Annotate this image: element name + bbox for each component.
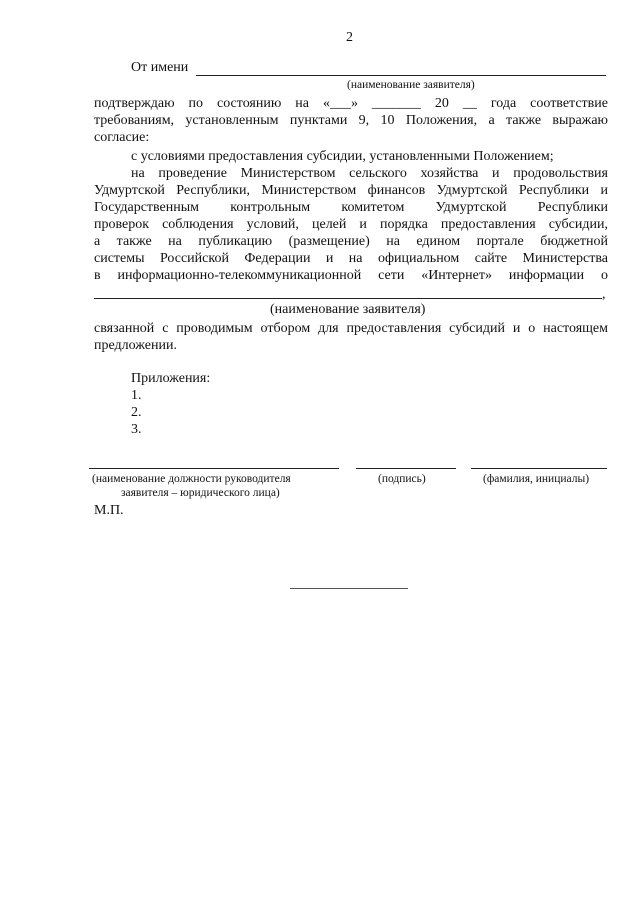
trailing-comma: ,: [602, 287, 606, 302]
paragraph-end-line1: связанной с проводимым отбором для предоставления субсидий и о настоящем: [94, 321, 608, 336]
paragraph-end-line2: предложении.: [94, 338, 177, 353]
stamp-label: М.П.: [94, 503, 124, 518]
paragraph1-line3: согласие:: [94, 130, 150, 145]
closing-divider: [290, 588, 408, 589]
paragraph1-line2: требованиям, установленным пунктами 9, 10 Положения, а также выражаю: [94, 113, 608, 128]
position-line: [89, 468, 339, 469]
signature-line: [356, 468, 456, 469]
signature-caption: (подпись): [378, 473, 426, 485]
on-behalf-label: От имени: [131, 60, 189, 75]
consent2-line2: Удмуртской Республики, Министерством финансов Удмуртской Республики и: [94, 183, 608, 198]
consent2-line6: системы Российской Федерации и на официальном сайте Министерства: [94, 251, 608, 266]
applicant-caption-2: (наименование заявителя): [270, 302, 426, 317]
page-number: 2: [346, 30, 353, 45]
consent-conditions: с условиями предоставления субсидии, установленными Положением;: [131, 149, 554, 164]
consent2-line1: на проведение Министерством сельского хозяйства и продовольствия: [131, 166, 608, 181]
applicant-name-line-2: [94, 298, 602, 299]
name-line: [471, 468, 607, 469]
consent2-line4: проверок соблюдения условий, целей и порядка предоставления субсидии,: [94, 217, 608, 232]
applicant-caption: (наименование заявителя): [347, 79, 475, 91]
position-caption-line2: заявителя – юридического лица): [121, 487, 280, 499]
name-caption: (фамилия, инициалы): [483, 473, 590, 485]
attachment-item-3: 3.: [131, 422, 142, 437]
attachment-item-1: 1.: [131, 388, 142, 403]
attachments-title: Приложения:: [131, 371, 211, 386]
consent2-line7: в информационно-телекоммуникационной сети «Интернет» информации о: [94, 268, 608, 283]
consent2-line3: Государственным контрольным комитетом Удмуртской Республики: [94, 200, 608, 215]
position-caption-line1: (наименование должности руководителя: [92, 473, 291, 485]
paragraph1-line1: подтверждаю по состоянию на «___» _______ 20 __ года соответствие: [94, 96, 608, 111]
applicant-name-line: [196, 75, 606, 76]
attachment-item-2: 2.: [131, 405, 142, 420]
consent2-line5: а также на публикацию (размещение) на едином портале бюджетной: [94, 234, 608, 249]
